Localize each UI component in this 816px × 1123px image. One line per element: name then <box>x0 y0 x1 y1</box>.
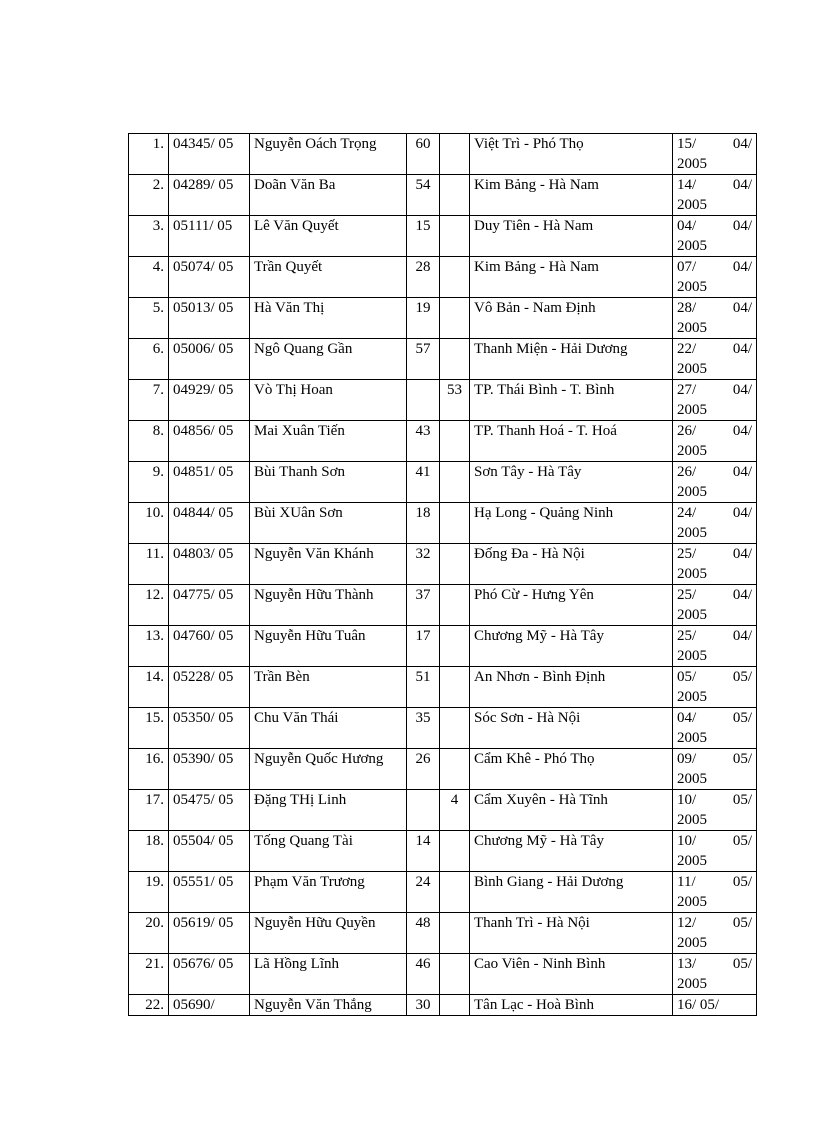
age-female-cell: 53 <box>440 380 470 421</box>
date-cell: 05/ 05/ 2005 <box>673 667 757 708</box>
row-number-cell: 1. <box>129 134 169 175</box>
date-cell: 09/ 05/ 2005 <box>673 749 757 790</box>
record-code-cell: 05619/ 05 <box>169 913 250 954</box>
row-number-cell: 6. <box>129 339 169 380</box>
patient-name-cell: Trần Bèn <box>250 667 407 708</box>
age-male-cell: 14 <box>407 831 440 872</box>
age-female-cell <box>440 134 470 175</box>
patient-name-cell: Lê Văn Quyết <box>250 216 407 257</box>
age-female-cell <box>440 462 470 503</box>
address-cell: Kim Bảng - Hà Nam <box>470 175 673 216</box>
address-cell: Sóc Sơn - Hà Nội <box>470 708 673 749</box>
age-female-cell <box>440 954 470 995</box>
date-cell: 25/ 04/ 2005 <box>673 626 757 667</box>
table-row <box>129 421 757 462</box>
record-code-cell: 04929/ 05 <box>169 380 250 421</box>
patient-name-cell: Mai Xuân Tiến <box>250 421 407 462</box>
address-cell: TP. Thái Bình - T. Bình <box>470 380 673 421</box>
address-cell: An Nhơn - Bình Định <box>470 667 673 708</box>
patient-name-cell: Nguyễn Quốc Hương <box>250 749 407 790</box>
record-code-cell: 04760/ 05 <box>169 626 250 667</box>
record-code-cell: 05504/ 05 <box>169 831 250 872</box>
patient-name-cell: Nguyễn Oách Trọng <box>250 134 407 175</box>
row-number-cell: 17. <box>129 790 169 831</box>
patient-name-cell: Nguyễn Hữu Tuân <box>250 626 407 667</box>
row-number-cell: 13. <box>129 626 169 667</box>
age-male-cell: 32 <box>407 544 440 585</box>
address-cell: Bình Giang - Hải Dương <box>470 872 673 913</box>
date-cell: 27/ 04/ 2005 <box>673 380 757 421</box>
age-male-cell: 35 <box>407 708 440 749</box>
age-female-cell <box>440 913 470 954</box>
patient-name-cell: Nguyễn Hữu Quyền <box>250 913 407 954</box>
row-number-cell: 11. <box>129 544 169 585</box>
table-row <box>129 872 757 913</box>
table-row <box>129 667 757 708</box>
age-male-cell: 30 <box>407 995 440 1016</box>
table-row <box>129 913 757 954</box>
date-cell: 24/ 04/ 2005 <box>673 503 757 544</box>
record-code-cell: 05228/ 05 <box>169 667 250 708</box>
age-male-cell: 15 <box>407 216 440 257</box>
table-row <box>129 585 757 626</box>
age-female-cell: 4 <box>440 790 470 831</box>
patient-name-cell: Trần Quyết <box>250 257 407 298</box>
date-cell: 13/ 05/ 2005 <box>673 954 757 995</box>
age-female-cell <box>440 175 470 216</box>
age-female-cell <box>440 503 470 544</box>
record-code-cell: 05551/ 05 <box>169 872 250 913</box>
patient-name-cell: Nguyễn Văn Khánh <box>250 544 407 585</box>
address-cell: Phó Cừ - Hưng Yên <box>470 585 673 626</box>
address-cell: Thanh Miện - Hải Dương <box>470 339 673 380</box>
age-male-cell: 24 <box>407 872 440 913</box>
address-cell: Hạ Long - Quảng Ninh <box>470 503 673 544</box>
age-male-cell: 54 <box>407 175 440 216</box>
table-row <box>129 134 757 175</box>
table-row <box>129 175 757 216</box>
age-female-cell <box>440 257 470 298</box>
date-cell: 11/ 05/ 2005 <box>673 872 757 913</box>
record-code-cell: 04289/ 05 <box>169 175 250 216</box>
address-cell: Cẩm Xuyên - Hà Tĩnh <box>470 790 673 831</box>
date-cell: 26/ 04/ 2005 <box>673 462 757 503</box>
address-cell: TP. Thanh Hoá - T. Hoá <box>470 421 673 462</box>
age-male-cell: 57 <box>407 339 440 380</box>
date-cell: 07/ 04/ 2005 <box>673 257 757 298</box>
patient-name-cell: Bùi Thanh Sơn <box>250 462 407 503</box>
row-number-cell: 3. <box>129 216 169 257</box>
record-code-cell: 05111/ 05 <box>169 216 250 257</box>
date-cell: 25/ 04/ 2005 <box>673 544 757 585</box>
record-code-cell: 05676/ 05 <box>169 954 250 995</box>
age-male-cell: 51 <box>407 667 440 708</box>
patient-name-cell: Lã Hồng Lĩnh <box>250 954 407 995</box>
patient-name-cell: Bùi XUân Sơn <box>250 503 407 544</box>
patient-records-table <box>128 133 757 1016</box>
age-female-cell <box>440 667 470 708</box>
table-row <box>129 503 757 544</box>
record-code-cell: 05390/ 05 <box>169 749 250 790</box>
address-cell: Cẩm Khê - Phó Thọ <box>470 749 673 790</box>
patient-name-cell: Chu Văn Thái <box>250 708 407 749</box>
table-row <box>129 380 757 421</box>
address-cell: Sơn Tây - Hà Tây <box>470 462 673 503</box>
patient-name-cell: Doãn Văn Ba <box>250 175 407 216</box>
record-code-cell: 05006/ 05 <box>169 339 250 380</box>
table-row <box>129 749 757 790</box>
patient-name-cell: Phạm Văn Trương <box>250 872 407 913</box>
age-male-cell: 46 <box>407 954 440 995</box>
age-female-cell <box>440 749 470 790</box>
table-row <box>129 626 757 667</box>
table-row <box>129 257 757 298</box>
address-cell: Kim Bảng - Hà Nam <box>470 257 673 298</box>
row-number-cell: 5. <box>129 298 169 339</box>
patient-name-cell: Ngô Quang Gần <box>250 339 407 380</box>
row-number-cell: 22. <box>129 995 169 1016</box>
age-male-cell <box>407 790 440 831</box>
age-male-cell: 28 <box>407 257 440 298</box>
age-male-cell: 43 <box>407 421 440 462</box>
date-cell: 10/ 05/ 2005 <box>673 831 757 872</box>
date-cell: 04/ 05/ 2005 <box>673 708 757 749</box>
address-cell: Thanh Trì - Hà Nội <box>470 913 673 954</box>
age-female-cell <box>440 872 470 913</box>
date-cell: 04/ 04/ 2005 <box>673 216 757 257</box>
address-cell: Chương Mỹ - Hà Tây <box>470 626 673 667</box>
record-code-cell: 05350/ 05 <box>169 708 250 749</box>
record-code-cell: 04851/ 05 <box>169 462 250 503</box>
record-code-cell: 05475/ 05 <box>169 790 250 831</box>
age-female-cell <box>440 339 470 380</box>
table-row <box>129 708 757 749</box>
row-number-cell: 7. <box>129 380 169 421</box>
table-row <box>129 544 757 585</box>
row-number-cell: 19. <box>129 872 169 913</box>
age-female-cell <box>440 585 470 626</box>
table-row <box>129 790 757 831</box>
address-cell: Đống Đa - Hà Nội <box>470 544 673 585</box>
table-row <box>129 995 757 1016</box>
age-male-cell: 60 <box>407 134 440 175</box>
address-cell: Duy Tiên - Hà Nam <box>470 216 673 257</box>
record-code-cell: 04775/ 05 <box>169 585 250 626</box>
date-cell: 22/ 04/ 2005 <box>673 339 757 380</box>
date-cell: 16/ 05/ <box>673 995 757 1016</box>
table-row <box>129 462 757 503</box>
age-male-cell: 19 <box>407 298 440 339</box>
table-row <box>129 339 757 380</box>
patient-name-cell: Hà Văn Thị <box>250 298 407 339</box>
patient-name-cell: Đặng THị Linh <box>250 790 407 831</box>
record-code-cell: 04803/ 05 <box>169 544 250 585</box>
row-number-cell: 20. <box>129 913 169 954</box>
row-number-cell: 14. <box>129 667 169 708</box>
date-cell: 28/ 04/ 2005 <box>673 298 757 339</box>
record-code-cell: 04844/ 05 <box>169 503 250 544</box>
address-cell: Cao Viên - Ninh Bình <box>470 954 673 995</box>
age-female-cell <box>440 626 470 667</box>
age-male-cell: 41 <box>407 462 440 503</box>
age-female-cell <box>440 831 470 872</box>
record-code-cell: 05074/ 05 <box>169 257 250 298</box>
patient-name-cell: Tống Quang Tài <box>250 831 407 872</box>
age-female-cell <box>440 421 470 462</box>
row-number-cell: 4. <box>129 257 169 298</box>
address-cell: Việt Trì - Phó Thọ <box>470 134 673 175</box>
date-cell: 10/ 05/ 2005 <box>673 790 757 831</box>
date-cell: 14/ 04/ 2005 <box>673 175 757 216</box>
row-number-cell: 8. <box>129 421 169 462</box>
date-cell: 26/ 04/ 2005 <box>673 421 757 462</box>
row-number-cell: 12. <box>129 585 169 626</box>
row-number-cell: 18. <box>129 831 169 872</box>
row-number-cell: 21. <box>129 954 169 995</box>
table-row <box>129 216 757 257</box>
address-cell: Tân Lạc - Hoà Bình <box>470 995 673 1016</box>
record-code-cell: 05013/ 05 <box>169 298 250 339</box>
row-number-cell: 15. <box>129 708 169 749</box>
date-cell: 25/ 04/ 2005 <box>673 585 757 626</box>
address-cell: Vô Bản - Nam Định <box>470 298 673 339</box>
age-male-cell: 26 <box>407 749 440 790</box>
table-row <box>129 831 757 872</box>
patient-name-cell: Vò Thị Hoan <box>250 380 407 421</box>
row-number-cell: 9. <box>129 462 169 503</box>
age-male-cell <box>407 380 440 421</box>
age-male-cell: 17 <box>407 626 440 667</box>
age-female-cell <box>440 298 470 339</box>
patient-name-cell: Nguyễn Hữu Thành <box>250 585 407 626</box>
age-male-cell: 37 <box>407 585 440 626</box>
row-number-cell: 10. <box>129 503 169 544</box>
age-male-cell: 18 <box>407 503 440 544</box>
date-cell: 15/ 04/ 2005 <box>673 134 757 175</box>
patient-name-cell: Nguyễn Văn Thắng <box>250 995 407 1016</box>
table-row <box>129 954 757 995</box>
age-female-cell <box>440 708 470 749</box>
row-number-cell: 16. <box>129 749 169 790</box>
age-male-cell: 48 <box>407 913 440 954</box>
age-female-cell <box>440 216 470 257</box>
table-body <box>129 134 757 1016</box>
age-female-cell <box>440 995 470 1016</box>
record-code-cell: 05690/ <box>169 995 250 1016</box>
row-number-cell: 2. <box>129 175 169 216</box>
address-cell: Chương Mỹ - Hà Tây <box>470 831 673 872</box>
record-code-cell: 04856/ 05 <box>169 421 250 462</box>
table-row <box>129 298 757 339</box>
date-cell: 12/ 05/ 2005 <box>673 913 757 954</box>
record-code-cell: 04345/ 05 <box>169 134 250 175</box>
age-female-cell <box>440 544 470 585</box>
